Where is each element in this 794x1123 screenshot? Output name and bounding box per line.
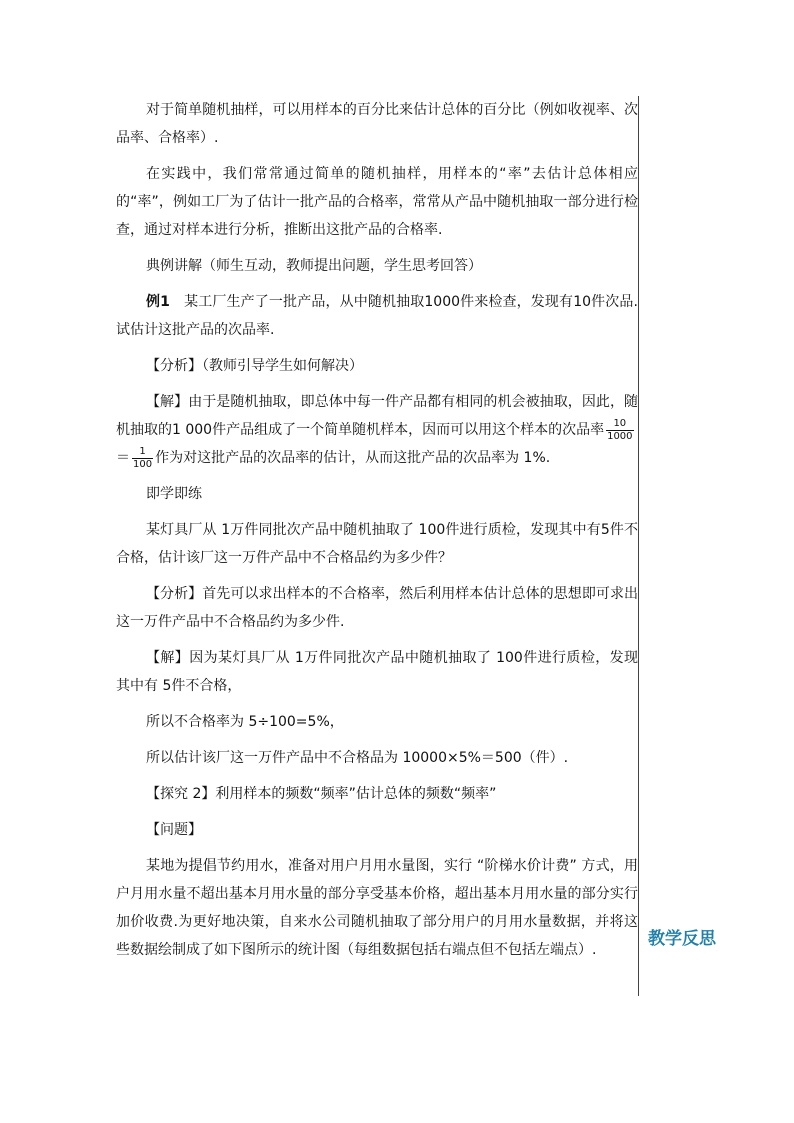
question-label: 【问题】 — [146, 822, 202, 838]
explore-2-heading: 【探究 2】利用样本的频数“频率”估计总体的频数“频率” — [146, 786, 497, 802]
analysis-label: 【分析】 — [146, 358, 202, 374]
practice-step-2: 所以估计该厂这一万件产品中不合格品为 10000×5%＝500（件）. — [146, 750, 569, 766]
practice-title: 即学即练 — [146, 486, 202, 502]
fraction-10-over-1000 — [606, 418, 633, 443]
fraction-numerator: 10 — [606, 418, 633, 431]
example-label: 例1 — [146, 294, 170, 310]
main-column — [116, 96, 638, 972]
practice-step-1: 所以不合格率为 5÷100=5%， — [146, 714, 344, 730]
fraction-1-over-100 — [132, 446, 153, 471]
equals-sign: ＝ — [116, 450, 130, 466]
question-text: 某地为提倡节约用水，准备对用户月用水量图，实行 “阶梯水价计费” 方式，用户月用水量不超出基本月用水量的部分享受基本价格，超出基本月用水量的部分实行加价收费.为更好地决策，自来水公司随机抽取了部分用户的月用水量数据，并将这些数据绘制成了如下图所示的统计图（每组数据包括右端点但不包括左端点）. — [116, 858, 638, 958]
practice-solution-text: 因为某灯具厂从 1万件同批次产品中随机抽取了 100件进行质检，发现其中有 5件不合格， — [116, 650, 639, 694]
intro-paragraph: 对于简单随机抽样，可以用样本的百分比来估计总体的百分比（例如收视率、次品率、合格率）. — [116, 102, 638, 146]
fraction-numerator: 1 — [132, 446, 153, 459]
solution-paragraph — [116, 388, 638, 472]
column-divider — [638, 96, 639, 996]
practice-solution — [116, 644, 638, 700]
example-1 — [116, 288, 638, 344]
teaching-reflection-label: 教学反思 — [648, 929, 716, 949]
practice-analysis — [116, 580, 638, 636]
fraction-denominator: 1000 — [607, 430, 633, 442]
practice-question: 某灯具厂从 1万件同批次产品中随机抽取了 100件进行质检，发现其中有5件不合格，估计该厂这一万件产品中不合格品约为多少件？ — [116, 522, 638, 566]
solution-text-a: 由于是随机抽取，即总体中每一件产品都有相同的机会被抽取，因此，随机抽取的1 000件产品组成了一个简单随机样本，因而可以用这个样本的次品率 — [116, 394, 639, 438]
analysis-line — [116, 352, 638, 380]
practice-solution-label: 【解】 — [146, 650, 190, 666]
example-heading: 典例讲解（师生互动，教师提出问题，学生思考回答） — [146, 258, 482, 274]
practice-analysis-text: 首先可以求出样本的不合格率，然后利用样本估计总体的思想即可求出这一万件产品中不合格品约为多少件. — [116, 586, 639, 630]
solution-text-b: 作为对这批产品的次品率的估计，从而这批产品的次品率为 1%. — [155, 450, 551, 466]
fraction-denominator: 100 — [133, 458, 153, 470]
practice-analysis-label: 【分析】 — [146, 586, 203, 602]
solution-label: 【解】 — [146, 394, 189, 410]
example-text: 某工厂生产了一批产品，从中随机抽取1000件来检查，发现有10件次品.试估计这批产品的次品率. — [116, 294, 638, 338]
practice-paragraph: 在实践中，我们常常通过简单的随机抽样，用样本的“率”去估计总体相应的“率”，例如工厂为了估计一批产品的合格率，常常从产品中随机抽取一部分进行检查，通过对样本进行分析，推断出这批产品的合格率. — [116, 166, 638, 238]
analysis-text: （教师引导学生如何解决） — [202, 358, 363, 374]
